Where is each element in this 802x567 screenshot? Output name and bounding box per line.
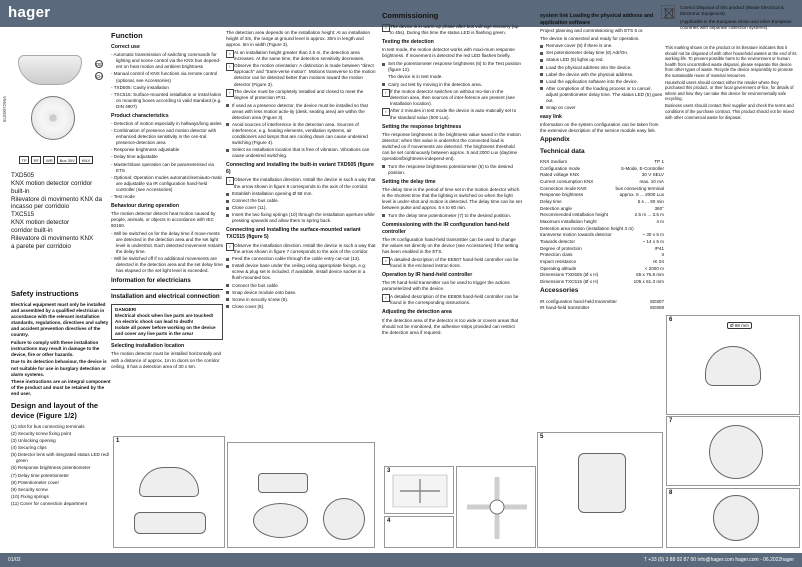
spec-value: S-Mode, E-Controller <box>620 165 664 171</box>
delay-title: Setting the delay time <box>382 178 436 185</box>
spec-label: KNX medium <box>540 159 568 165</box>
spec-value: max. 10 mA <box>639 179 664 185</box>
danger-box <box>111 304 223 340</box>
spec-value: approx. 5 ... 2000 Lux <box>619 192 664 198</box>
info-note: i A detailed description of the EE807 hand-held controller can be found in the enclosed instruc-tions. <box>382 257 522 269</box>
spec-value: 30 V SELV <box>641 172 664 178</box>
bullet-item: Turn the delay time potentiometer (7) to the desired position. <box>382 213 522 219</box>
disposal-paragraph: Business users should contact their supplier and check the terms and conditions of the purchase contract. This product should not be mixed with other commercial waste for disposal. <box>665 103 794 120</box>
info-note: i Observe the installation direction. Install the device in such a way that the arrow shown in figure 7 corresponds to the axis of the corridor. <box>226 243 376 255</box>
bullet-item: Connect the bus cable. <box>226 283 376 289</box>
operation-text: The IR hand-held transmitter can be used to trigger the actions parameterized with the device. <box>382 280 510 292</box>
design-item: (10) Fixing springs <box>11 493 49 499</box>
figure-1 <box>113 436 225 548</box>
design-item: (7) Delay time potentiometer <box>11 472 69 478</box>
spec-row <box>540 272 664 278</box>
design-item: (4) Securing clips <box>11 445 47 451</box>
disposal-section <box>680 5 798 32</box>
figure-8 <box>666 488 800 548</box>
hager-logo: hager <box>8 4 51 21</box>
accessory-code: EE807 <box>650 298 664 304</box>
spec-value: ~ 14 x 5 m <box>642 238 664 244</box>
product-line: Rilevatore di movimento KNX da <box>11 195 102 203</box>
cert-icon: RF <box>31 156 41 164</box>
disposal-text <box>665 45 797 122</box>
design-item: (2) Security screw fixing point <box>11 431 71 437</box>
bullet-item: Label the device with the physical address. <box>540 72 664 78</box>
bullet-item: Avoid sources of interference in the detection area. Sources of interference, e.g. heating elements, ventilation systems, air conditioners and lamps that are cooling down can cause undesired switching (Figure 4). <box>226 122 376 146</box>
bullet-item: Set potentiometer delay time (6) Adr/On. <box>540 50 664 56</box>
detector-drawing <box>705 346 761 386</box>
product-line: corridor built-in <box>11 227 53 235</box>
spec-row <box>540 212 664 218</box>
char-item: - Optional: Operation modes automatic/semiauto-matic are adjustable via IR configuration hand-held controller (see Accessories) <box>111 174 223 192</box>
delay-text: The delay time is the period of time set in the motion detector which is the shortest time that the lighting is switched on when the light level is under-shot and motion is detected. The delay time can be set between pulse and approx. 5 s to 60 min. <box>382 187 522 211</box>
spec-row <box>540 239 664 245</box>
detector-drawing <box>134 512 206 534</box>
danger-text: An electric shock can lead to death! <box>115 318 194 324</box>
disposal-paragraph: This marking shown on the product or its literature indicates that it should not be disposed of with other household wastes at the end of its working life. To prevent possible harm to the environment or human health from uncontrolled waste disposal, please separate this device from other types of waste. Recycle the device responsibly to promote the sustainable reuse of material resources. <box>665 45 797 78</box>
function-column <box>111 30 223 371</box>
info-note: i A detailed description of the EE808 hand-held controller can be found in the corresponding instructions. <box>382 294 522 306</box>
builtin-title: Connecting and installing the built-in variant TXD505 (figure 6) <box>226 162 374 176</box>
spec-value: 65 x 75.8 mm <box>636 272 664 278</box>
product-names <box>11 172 113 251</box>
figure-number: 3 <box>387 468 391 474</box>
detector-illustration <box>31 96 75 140</box>
page-number: 01/02 <box>8 557 21 563</box>
spec-label: Current consumption KNX <box>540 179 594 185</box>
use-item: - TXC515: Surface-mounted installation or instal-lation on mounting boxes according to valid standard (e.g. DIN 4907) <box>111 91 222 109</box>
technical-column <box>540 10 664 312</box>
use-item: - Manual control of KNX functions via remote control (optional, see Accessories) <box>111 71 218 83</box>
behaviour-item: - Will be switched on for the delay time if move-ments are detected in the detection area and the set light level is undershot. Each detected movement restarts the delay time. <box>111 230 223 255</box>
spec-value: TP 1 <box>654 159 664 165</box>
spec-label: Maximum installation height <box>540 219 597 225</box>
design-item: (1) Slot for bus connecting terminals <box>11 424 85 430</box>
certification-icons <box>19 156 93 164</box>
technical-title: Technical data <box>540 147 585 155</box>
test-text: In test mode, the motion detector works with maxi-mum response brightness. If movement is detected the red LED flashes briefly. <box>382 47 515 59</box>
spec-value: 105 x 61.3 mm <box>633 278 664 284</box>
spec-row <box>540 206 664 212</box>
accessory-row <box>540 305 664 311</box>
spec-label: Degree of protection <box>540 245 582 251</box>
danger-text: Electrical shock when live parts are touched! <box>115 312 214 318</box>
operation-title: Operation by IR hand-held controller <box>382 272 473 279</box>
bullet-item: Status LED (5) lights up red. <box>540 57 664 63</box>
spec-row <box>540 172 664 178</box>
spec-value: bus connecting terminal <box>615 185 664 191</box>
spec-row <box>540 166 664 172</box>
behaviour-item: - Will be switched off if no additional movements are detected in the detection area and the set delay time has elapsed or the set light level is exceeded. <box>111 256 223 274</box>
spec-label: Dimensions TXD505 (Ø x H) <box>540 272 599 278</box>
test-title: Testing the detection <box>382 39 434 46</box>
info-note: i After 2 minutes in test mode the device is auto-matically set to the standard value (500 Lux). <box>382 108 522 120</box>
disposal-subtitle: (Applicable in the European Union and other European countries with separate collection systems). <box>680 18 792 30</box>
char-item: - Master/Slave operation can be parameterised via ETS <box>111 161 214 173</box>
bullet-item: If used as a presence detector, the device must be installed so that areas with less motion activ-ity (desk, seating area) are within the detection area (Figure 3). <box>226 103 376 121</box>
weee-bin-icon <box>661 5 675 19</box>
spec-row <box>540 266 664 272</box>
disposal-title: Correct Disposal of this product (Waste Electrical & Electronic Equipment) <box>680 5 784 17</box>
spec-row <box>540 159 664 165</box>
bullet-item: Insert the two fixing springs (10) through the installation aperture while pressing upwards and allow them to spring back. <box>226 212 376 224</box>
cert-icon: WR <box>43 156 55 164</box>
accessory-row <box>540 299 664 305</box>
spec-value: 4 m <box>656 219 664 225</box>
product-line: a parete per corridoio <box>11 242 71 250</box>
figure-number: 8 <box>669 490 673 496</box>
response-title: Setting the response brightness <box>382 123 462 130</box>
easy-text: Information on the system configuration can be taken from the extensive description of the service module easy link. <box>540 122 659 134</box>
spec-row <box>540 179 664 185</box>
detector-drawing <box>258 473 308 493</box>
accessory-name: IR configuration hand-held transmitter <box>540 298 617 304</box>
bullet-item: Install device base under the ceiling using appropriate fixings, e.g. screw & plug set is included. If available, install device socket in a flush-mounted box. <box>226 263 376 281</box>
design-item: (6) Response brightness potentiometer <box>11 465 91 471</box>
detector-drawing <box>139 467 199 497</box>
response-text: The response brightness is the brightness value saved in the motion detector; when this value is undershot the connected load is switched on if movements are detected. The brightness threshold can be set continuously between approx. 5 and 2000 Lux (daytime operation/brightness-independ-ent). <box>382 131 521 162</box>
spec-label: Configuration mode <box>540 165 581 171</box>
char-item: - Delay time adjustable <box>111 154 158 160</box>
cert-icon: TP <box>19 156 29 164</box>
info-title: Information for electricians <box>111 277 191 285</box>
location-title: Selecting installation location <box>111 343 185 350</box>
spec-row <box>540 259 664 265</box>
design-item: (5) Detector lens with integrated status LED red/ green <box>11 452 110 464</box>
ir-title: Commissioning with the IR configuration hand-held controller <box>382 222 510 235</box>
detector-drawing <box>709 425 763 479</box>
spec-label: Operating altitude <box>540 265 577 271</box>
danger-label: DANGER! <box>115 306 137 312</box>
spec-label: Protection class <box>540 252 573 258</box>
danger-text: Isolate all power before working on the device and cover any live parts in the area! <box>115 324 216 337</box>
figure-2 <box>227 442 375 548</box>
footer-bar <box>0 553 802 567</box>
figure-number: 6 <box>669 317 673 323</box>
figure-4 <box>384 516 454 548</box>
commissioning-title: Commissioning <box>382 11 439 20</box>
spec-row <box>540 226 664 232</box>
installation-column <box>226 30 376 311</box>
test-state: The device is in test mode. <box>388 74 443 80</box>
info-note: i At an installation height greater than 2.5 m, the detection area increases. At the same time, the detection sensitivity decreases. <box>226 50 376 62</box>
figure-number: 7 <box>669 418 673 424</box>
spec-label: Response brightness <box>540 192 584 198</box>
bullet-item: Close cover (8). <box>226 304 376 310</box>
product-line: TXC515 <box>11 211 35 219</box>
spec-row <box>540 186 664 192</box>
detector-drawing <box>323 498 365 540</box>
detection-text: The detection area depends on the installation height: At an installation height of 3m, the range at ground level is approx. 30m in length and approx. 5m in width (Figure 3). <box>226 30 371 48</box>
spec-value: 360° <box>654 205 664 211</box>
safety-title: Safety instructions <box>11 289 79 298</box>
figure-3 <box>384 466 454 514</box>
figure-number: 4 <box>387 518 391 524</box>
spec-label: Delay time <box>540 199 562 205</box>
detector-illustration-top <box>18 55 82 85</box>
correct-use-title: Correct use <box>111 43 140 50</box>
bullet-item: Snap device module onto base. <box>226 290 376 296</box>
bullet-item: Remove cover (8) if there is one. <box>540 43 664 49</box>
spec-value: ~ 30 x 5 m <box>642 232 664 238</box>
bullet-item: Connect the bus cable. <box>226 198 376 204</box>
detector-drawing <box>253 503 308 538</box>
bullet-item: After completion of the loading process or to cancel, adjust potentiometer delay time. The status LED (5) goes out. <box>540 86 664 104</box>
figure-number: 1 <box>116 438 120 444</box>
spec-row <box>540 219 664 225</box>
info-note: i If the motion detector switches on without mo-tion in the detection area, then sources of inter-ference are present (see Installation location). <box>382 89 522 107</box>
figure-7 <box>666 416 800 486</box>
cert-icon: KNX <box>79 156 92 164</box>
detector-drawing <box>578 453 626 513</box>
bullet-item: Close cover (11). <box>226 205 376 211</box>
document-code: 6LE007296A <box>2 95 7 122</box>
use-item: - Automatic transmission of switching commands for lighting and scene control via the KNX bus depend-ent on heat motion and ambient brightness <box>111 52 221 70</box>
safety-text: Due to its detection behaviour, the device is not suitable for use in burglary detection or alarm systems. <box>11 359 107 377</box>
design-item: (11) Cover for connection department <box>11 500 88 506</box>
commissioning-column <box>382 10 522 337</box>
figure-3b <box>456 466 536 548</box>
char-item: - Detection of motion especially in hallways/long aisles <box>111 121 222 127</box>
spec-label: transverse motion towards detector <box>540 232 612 238</box>
bullet-item: Feed the connection cable through the cable entry cut-out (13). <box>226 256 376 262</box>
lang-badge-2: CH <box>96 74 103 79</box>
figure-6 <box>666 315 800 415</box>
function-title: Function <box>111 31 143 40</box>
design-item: (9) Security screw <box>11 486 48 492</box>
detector-drawing <box>713 495 759 541</box>
info-note: i Observe the installation direction. Install the device in such a way that the arrow shown in figure 8 corresponds to the axis of the corridor. <box>226 177 376 189</box>
ir-text: The IR configuration hand-held transmitter can be used to change the values set directly on the device (see Accessories) if the setting has been enabled in the ETS. <box>382 237 519 255</box>
product-line: Rilevatore di movimento KNX <box>11 234 94 242</box>
bullet-item: Load the physical address into the device. <box>540 65 664 71</box>
design-title: Design and layout of the device (Figure 1/2) <box>11 401 99 421</box>
contact-line: T +33 (0) 3 88 02 87 00 info@hager.com hager.com - 06.2022hager <box>643 557 794 563</box>
spec-value: IP41 <box>654 245 664 251</box>
lang-badge-1: DE <box>96 62 103 67</box>
spec-label: Recommended installation height <box>540 212 608 218</box>
bullet-item: Screw in security screw (9). <box>226 297 376 303</box>
spec-value: IK 04 <box>653 258 664 264</box>
product-line: incasso per corridoio <box>11 203 70 211</box>
product-line: built-in <box>11 187 30 195</box>
figure-number: 5 <box>540 434 544 440</box>
loading-text: Project planning and commissioning with ETS 5 or. <box>540 28 644 34</box>
cert-icon: Bus 30V <box>57 156 77 164</box>
spec-row <box>540 246 664 252</box>
loading-title: system link Loading the physical address and application software <box>540 13 654 26</box>
spec-value: 5 s ... 60 min <box>637 199 664 205</box>
spec-value: < 2000 m <box>644 265 664 271</box>
product-line: KNX motion detector corridor <box>11 179 93 187</box>
spec-label: Rated voltage KNX <box>540 172 580 178</box>
spec-value: II <box>661 252 664 258</box>
design-item: (3) Unlocking opening <box>11 438 56 444</box>
info-note: i The device must be completely installed and closed to meet the degree of protection IP41. <box>226 89 376 101</box>
char-item: - Test mode <box>111 193 135 199</box>
spec-label: Connection mode KNX <box>540 185 587 191</box>
spec-row <box>540 232 664 238</box>
figure-5 <box>537 432 663 548</box>
spec-row <box>540 279 664 285</box>
installation-title: Installation and electrical connection <box>111 292 220 300</box>
location-text: The motion detector must be installed horizontally and with a distance of approx. 1m to doors on the corridor ceiling. It has a detection area of 30 x 5m. <box>111 351 222 369</box>
char-item: - Combination of presence and motion detector with enhanced detection sensitivity in the cen-tral presence-detection area <box>111 128 217 146</box>
bullet-item: Load the application software into the device. <box>540 79 664 85</box>
behaviour-text: The motion detector detects heat motion caused by people, animals, or objects in accordance with IEC 60160. <box>111 211 216 229</box>
bullet-item: Snap on cover <box>540 105 664 111</box>
appendix-title: Appendix <box>540 135 570 143</box>
bullet-item: Carry out test by moving in the detection area. <box>382 82 522 88</box>
bullet-item: Select an installation location that is free of vibration. Vibrations can cause undesired switching. <box>226 147 376 159</box>
bullet-item: Turn the response brightness potentiometer (6) to the desired position. <box>382 164 522 176</box>
safety-text: Failure to comply with these installation instructions may result in damage to the device, fire or other hazards. <box>11 339 100 357</box>
product-line: KNX motion detector <box>11 219 70 227</box>
safety-text: Electrical equipment must only be installed and assembled by a qualified electrician in accordance with the relevant installation standards, regulations, directives and safety and accident prevention directives of the country. <box>11 301 109 338</box>
safety-text: These instructions are an integral component of the product and must be retained by the end user. <box>11 379 111 397</box>
easy-title: easy link <box>540 113 562 120</box>
adjust-title: Adjusting the detection area <box>382 309 452 316</box>
char-item: - Response brightness adjustable <box>111 147 180 153</box>
bullet-item: Set the potentiometer response brightness (6) to the Test position (figure 12). <box>382 61 522 73</box>
accessory-code: EE808 <box>650 305 664 311</box>
adjust-text: If the detection area of the detector is too wide or covers areas that should not be monitored, the adhesive strips provided can restrict the detection area if required. <box>382 317 519 335</box>
spec-row <box>540 199 664 205</box>
corridor-drawing <box>385 467 455 515</box>
spec-label: Detection angle <box>540 205 572 211</box>
design-item: (8) Potentiometer cover <box>11 479 59 485</box>
spec-label: Dimensions TXC515 (Ø x H) <box>540 278 599 284</box>
spec-label: Towards detector <box>540 238 575 244</box>
accessories-title: Accessories <box>540 286 579 294</box>
detection-area-drawing <box>457 467 537 549</box>
spec-row <box>540 252 664 258</box>
divider <box>111 289 223 290</box>
info-note: i Observe the motion orientation: A distinction is made between "direct approach" and "trans-verse motion". Motions transverse to the motion detector can be detected better than motions toward the motion detector (Figure 3). <box>226 63 376 87</box>
spec-label: Detection area motion (installation height 3 m) <box>540 225 634 231</box>
bullet-item: Establish installation opening Ø 68 mm. <box>226 191 376 197</box>
behaviour-title: Behaviour during operation <box>111 202 180 209</box>
spec-label: Impact resistance <box>540 258 576 264</box>
spec-value: 2.5 m ... 3.5 m <box>634 212 664 218</box>
safety-section <box>11 288 113 508</box>
spec-row <box>540 192 664 198</box>
product-line: TXD505 <box>11 172 35 179</box>
diameter-label: Ø 68 mm <box>727 322 752 329</box>
disposal-paragraph: Household users should contact either the retailer where they purchased this product, or their local government of-fice, for details of where and how they can take this device for environmentally safe recycling. <box>665 79 794 102</box>
surface-title: Connecting and installing the surface-mounted variant TXC515 (figure 5) <box>226 227 361 241</box>
characteristics-title: Product characteristics <box>111 112 169 119</box>
accessory-name: IR hand-held transmitter <box>540 305 590 311</box>
spec-table <box>540 159 664 285</box>
use-item: - TXD505: Cavity installation <box>111 84 169 90</box>
info-note: i The device is in warm-up phase after bus volt-age recovery (up to 45s). During this time the status LED is flashing green. <box>382 24 522 36</box>
loading-text: The device is connected and ready for operation. <box>540 35 640 41</box>
